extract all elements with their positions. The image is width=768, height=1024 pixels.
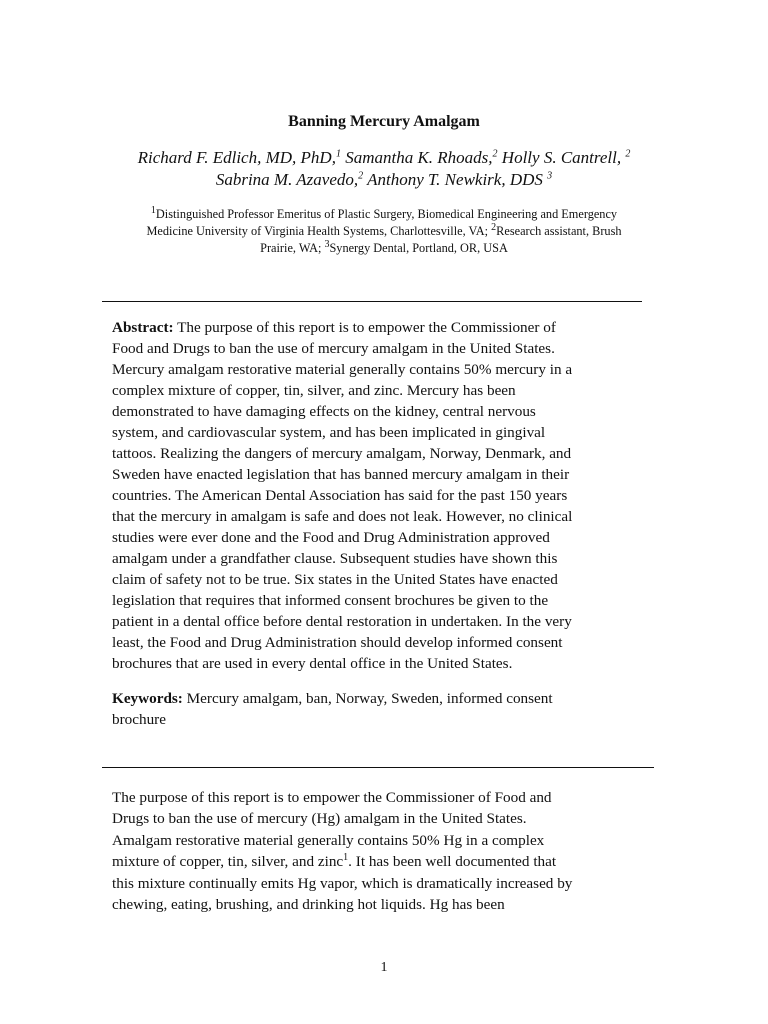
affiliation-marker: 1 [150, 204, 156, 216]
affiliation-line-1 [108, 206, 660, 223]
body-line: Drugs to ban the use of mercury (Hg) amalgam in the United States. [112, 810, 527, 828]
abstract-line: that the mercury in amalgam is safe and does not leak. However, no clinical [112, 508, 573, 525]
divider-line [102, 767, 654, 768]
abstract-line: patient in a dental office before dental restoration in undertaken. In the very [112, 613, 572, 630]
affiliation-text: Synergy Dental, Portland, OR, USA [329, 241, 508, 255]
abstract-line: Mercury amalgam restorative material generally contains 50% mercury in a [112, 361, 573, 378]
author-affiliation-marker: 3 [547, 170, 553, 182]
body-line: Amalgam restorative material generally contains 50% Hg in a complex [112, 831, 545, 849]
keywords-label: Keywords: [112, 690, 183, 707]
abstract-line: complex mixture of copper, tin, silver, and zinc. Mercury has been [112, 382, 516, 399]
affiliation-text: Distinguished Professor Emeritus of Plastic Surgery, Biomedical Engineering and Emergency [155, 207, 618, 221]
abstract-text: The purpose of this report is to empower the Commissioner of [173, 319, 556, 336]
affiliation-marker: 3 [324, 238, 330, 250]
abstract-line: tattoos. Realizing the dangers of mercury amalgam, Norway, Denmark, and [112, 445, 572, 462]
author-line-2 [112, 169, 656, 191]
author-affiliation-marker: 2 [625, 148, 631, 160]
affiliation-marker: 2 [491, 221, 497, 233]
body-text: mixture of copper, tin, silver, and zinc [112, 853, 344, 871]
keywords-line [112, 688, 652, 709]
page-number: 1 [380, 960, 388, 975]
author-affiliation-marker: 2 [358, 170, 364, 182]
abstract-line: claim of safety not to be true. Six states in the United States have enacted [112, 571, 558, 588]
abstract-line: Food and Drugs to ban the use of mercury amalgam in the United States. [112, 340, 555, 357]
abstract-line: amalgam under a grandfather clause. Subsequent studies have shown this [112, 550, 558, 567]
affiliations [108, 206, 660, 257]
abstract-line: Sweden have enacted legislation that has banned mercury amalgam in their [112, 466, 570, 483]
author-name: Anthony T. Newkirk, DDS [363, 170, 548, 189]
author-name: Samantha K. Rhoads, [340, 148, 493, 167]
divider-line [102, 301, 642, 302]
affiliation-text: Prairie, WA; [260, 241, 325, 255]
body-line: The purpose of this report is to empower the Commissioner of Food and [112, 789, 552, 806]
affiliation-line-2 [108, 223, 660, 240]
abstract-label: Abstract: [112, 319, 174, 336]
reference-marker: 1 [343, 852, 349, 864]
author-name: Sabrina M. Azavedo, [215, 170, 359, 189]
author-list [112, 147, 656, 191]
author-name: Richard F. Edlich, MD, PhD, [137, 148, 336, 167]
abstract-line: system, and cardiovascular system, and has been implicated in gingival [112, 424, 546, 441]
keywords-line: brochure [112, 711, 166, 728]
author-name: Holly S. Cantrell, [497, 148, 626, 167]
body-text: . It has been well documented that [348, 853, 557, 871]
abstract-line [112, 317, 652, 338]
paper-title: Banning Mercury Amalgam [288, 113, 480, 130]
abstract-line: brochures that are used in every dental office in the United States. [112, 655, 513, 672]
abstract-line: countries. The American Dental Association has said for the past 150 years [112, 487, 568, 504]
abstract-line: legislation that requires that informed consent brochures be given to the [112, 592, 549, 609]
affiliation-text: Research assistant, Brush [496, 224, 622, 238]
abstract-section [112, 317, 652, 674]
body-line [112, 851, 652, 872]
abstract-line: studies were ever done and the Food and Drug Administration approved [112, 529, 550, 546]
abstract-line: least, the Food and Drug Administration should develop informed consent [112, 634, 563, 651]
author-affiliation-marker: 1 [335, 148, 341, 160]
body-paragraph [112, 787, 652, 915]
author-affiliation-marker: 2 [492, 148, 498, 160]
keywords-section [112, 688, 652, 730]
affiliation-text: Medicine University of Virginia Health Systems, Charlottesville, VA; [146, 224, 492, 238]
author-line-1 [112, 147, 656, 169]
body-line: chewing, eating, brushing, and drinking hot liquids. Hg has been [112, 896, 505, 914]
abstract-line: demonstrated to have damaging effects on the kidney, central nervous [112, 403, 536, 420]
body-line: this mixture continually emits Hg vapor, which is dramatically increased by [112, 874, 573, 892]
affiliation-line-3 [108, 240, 660, 257]
keywords-text: Mercury amalgam, ban, Norway, Sweden, informed consent [182, 690, 553, 707]
